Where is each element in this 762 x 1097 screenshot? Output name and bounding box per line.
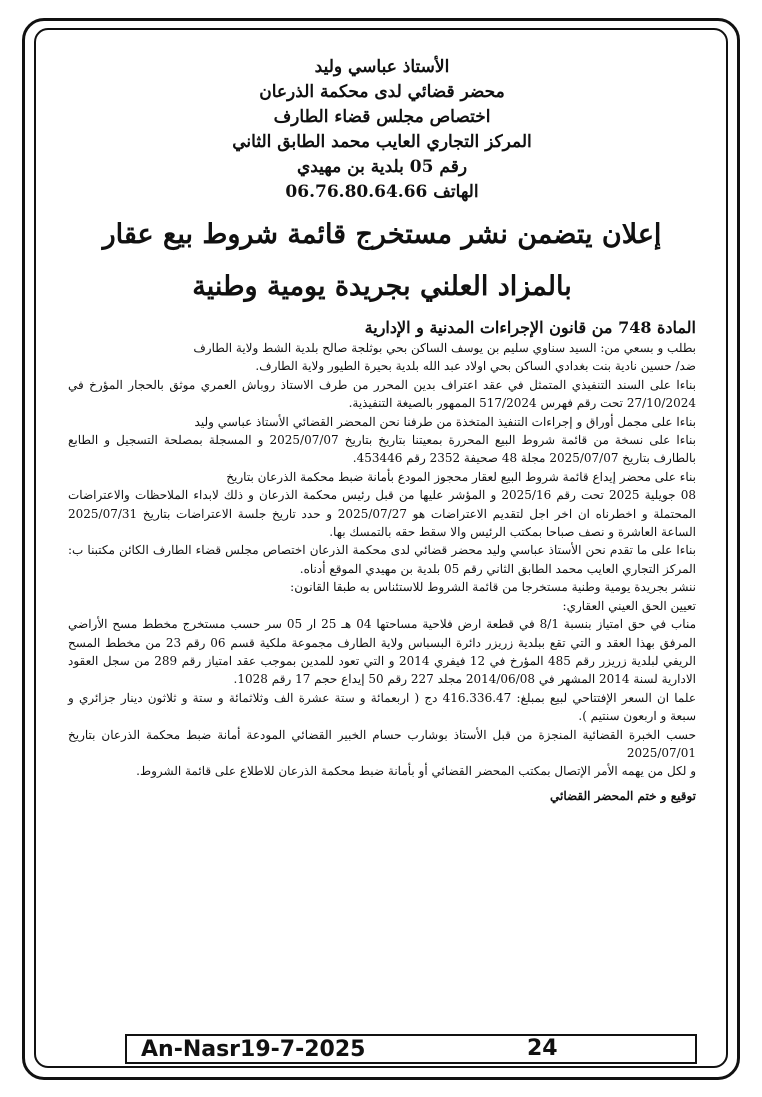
paragraph: علما ان السعر الإفتتاحي لبيع بمبلغ: 416.336.47 دج ( اربعمائة و ستة عشرة الف وثلاثمائة و ستة و ثلاثون دينار جزائري و سبعة و اربعون سنتيم ). [68, 690, 696, 724]
paragraph: بطلب و بسعي من: السيد سناوي سليم بن يوسف الساكن بحي بوثلجة صالح بلدية الشط ولاية الطارف [193, 341, 696, 355]
publication-label: An-Nasr19-7-2025 [141, 1037, 366, 1062]
paragraph: و لكل من يهمه الأمر الإتصال بمكتب المحضر القضائي أو بأمانة ضبط محكمة الذرعان للاطلاع على قائمة الشروط. [136, 764, 696, 779]
bailiff-header [68, 55, 696, 205]
notice-title-line2: بالمزاد العلني بجريدة يومية وطنية [192, 271, 572, 302]
page-footer [125, 1034, 697, 1064]
paragraph: تعيين الحق العيني العقاري: [562, 598, 696, 613]
paragraph: مناب في حق امتياز بنسبة 8/1 في قطعة ارض فلاحية مساحتها 04 هـ 25 ار 05 سر حسب مستخرج مخطط مسح الأراضي المرفق بهذا العقد و التي تقع ببلدية زريزر دائرة البسباس ولاية الطارف مجموعة ملكية قسم 06 رقم 23 من مخطط المسح الريفي لبلدية زريزر رقم 485 المؤرخ في 12 فيفري 2014 و التي تعود للمدين بموجب عقد امتياز رقم 289 من سجل العقود الادارية لسنة 2014 المشهر في 2014/06/08 مجلد 227 رقم 50 إيداع حجم 17 رقم 1028. [68, 617, 697, 687]
bailiff-court: محضر قضائي لدى محكمة الذرعان [259, 82, 505, 102]
paragraph: بناءا على مجمل أوراق و إجراءات التنفيذ المتخذة من طرفنا نحن المحضر القضائي الأستاذ عباسي وليد [194, 414, 696, 429]
paragraph: بناءا على ما تقدم نحن الأستاذ عباسي وليد محضر قضائي لدى محكمة الذرعان اختصاص مجلس قضاء الطارف الكائن مكتبنا ب: المركز التجاري العايب محمد الطابق الثاني رقم 05 بلدية بن مهيدي الموقع أدناه. [68, 543, 697, 576]
notice-body [68, 339, 696, 781]
paragraph: ضد/ حسين نادية بنت بغدادي الساكن بحي اولاد عبد الله بلدية بحيرة الطيور ولاية الطارف. [255, 359, 696, 374]
paragraph: حسب الخبرة القضائية المنجزة من قبل الأستاذ بوشارب حسام الخبير القضائي المودعة أمانة ضبط محكمة الذرعان بتاريخ 2025/07/01 [68, 727, 696, 760]
bailiff-phone: الهاتف 06.76.80.64.66 [285, 182, 479, 202]
notice-content [68, 55, 696, 803]
paragraph: بناءا على السند التنفيذي المتمثل في عقد اعتراف بدين المحرر من طرف الاستاذ روباش العمري موثق بالحجار المؤرخ في 27/10/2024 تحت رقم فهرس 517/2024 الممهور بالصيغة التنفيذية. [68, 377, 696, 411]
paragraph: 08 جويلية 2025 تحت رقم 2025/16 و المؤشر عليها من قبل رئيس محكمة الذرعان و ذلك لابداء الملاحظات والاعتراضات المحتملة و اخطرناه ان اخر اجل لتقديم الاعتراضات هو 2025/07/27 و حدد تاريخ جلسة الاعتراضات بتاريخ 2025/07/31 الساعة العاشرة و نصف صباحا بمكتب الرئيس والا سقط حقه بالتمسك بها. [68, 488, 696, 540]
bailiff-name: الأستاذ عباسي وليد [314, 57, 450, 77]
signature-line: توقيع و ختم المحضر القضائي [550, 788, 696, 803]
bailiff-municipality: رقم 05 بلدية بن مهيدي [296, 157, 468, 177]
paragraph: بناءا على نسخة من قائمة شروط البيع المحررة بمعيتنا بتاريخ بتاريخ 2025/07/07 و المسجلة بمصلحة التسجيل و الطابع بالطارف بتاريخ 2025/07/07 مجلة 48 صحيفة 2352 رقم 453446. [68, 433, 696, 466]
paragraph: ننشر بجريدة يومية وطنية مستخرجا من قائمة الشروط للاستئناس به طبقا القانون: [290, 580, 696, 595]
bailiff-jurisdiction: اختصاص مجلس قضاء الطارف [273, 107, 491, 127]
paragraph: بناء على محضر إيداع قائمة شروط البيع لعقار محجوز المودع بأمانة ضبط محكمة الذرعان بتاريخ [226, 469, 696, 484]
notice-title-line1: إعلان يتضمن نشر مستخرج قائمة شروط بيع عقار [102, 219, 662, 250]
bailiff-address: المركز التجاري العايب محمد الطابق الثاني [232, 132, 532, 152]
page-number: 24 [527, 1036, 558, 1061]
legal-article: المادة 748 من قانون الإجراءات المدنية و الإدارية [364, 318, 696, 337]
